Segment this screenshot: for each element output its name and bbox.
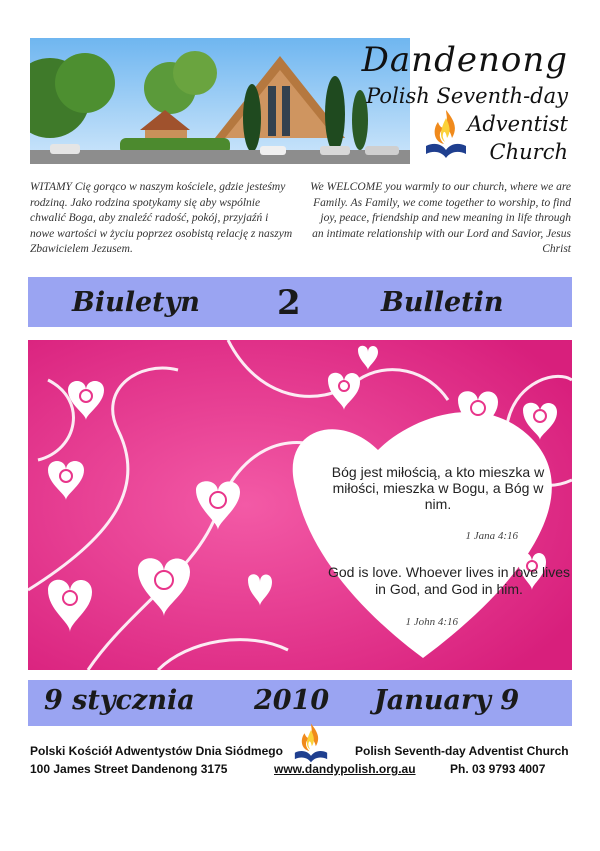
verse-polish: Bóg jest miłością, a kto mieszka w miłości, mieszka w Bogu, a Bóg w nim. [331, 464, 545, 512]
church-subtitle-line3: Church [489, 140, 568, 164]
footer-website-link[interactable]: www.dandypolish.org.au [274, 762, 416, 776]
welcome-text-polish: WITAMY Cię gorąco w naszym kościele, gdzie jesteśmy rodziną. Jako rodzina spotykamy się aby wspólnie chwalić Boga, aby znaleźć radość, pokój, przyjaźń i nowe wartości w życiu poprzez osobistą relację z naszym Zbawicielem Jezusem. [30, 181, 293, 255]
church-subtitle-line2: Adventist [467, 112, 568, 136]
bulletin-label-polish: Biuletyn [72, 287, 200, 318]
adventist-logo-icon [292, 722, 330, 764]
church-subtitle-line1: Polish Seventh-day [366, 84, 568, 108]
bulletin-band [28, 277, 572, 327]
date-polish: 9 stycznia [44, 685, 195, 716]
welcome-text-english: We WELCOME you warmly to our church, where we are Family. As Family, we come together to worship, to find joy, peace, friendship and new meaning in life through an intimate relationship with our Lord and Savior, Jesus Christ [310, 181, 571, 255]
bulletin-label-english: Bulletin [381, 287, 504, 318]
adventist-logo-icon [424, 108, 468, 160]
date-year: 2010 [254, 685, 330, 716]
verse-polish-reference: 1 Jana 4:16 [465, 530, 518, 542]
verse-english-reference: 1 John 4:16 [405, 616, 458, 628]
footer-church-name-polish: Polski Kościół Adwentystów Dnia Siódmego [30, 744, 283, 758]
date-band [28, 680, 572, 726]
verse-english: God is love. Whoever lives in love lives in God, and God in him. [328, 564, 570, 597]
footer-address: 100 James Street Dandenong 3175 [30, 762, 228, 776]
page-title: Dandenong [361, 40, 568, 80]
footer-church-name-english: Polish Seventh-day Adventist Church [355, 744, 569, 758]
footer-phone: Ph. 03 9793 4007 [450, 762, 546, 776]
bulletin-number: 2 [277, 283, 301, 323]
heart-verse-image [28, 340, 572, 670]
date-english: January 9 [374, 685, 520, 716]
church-photo [30, 38, 410, 164]
